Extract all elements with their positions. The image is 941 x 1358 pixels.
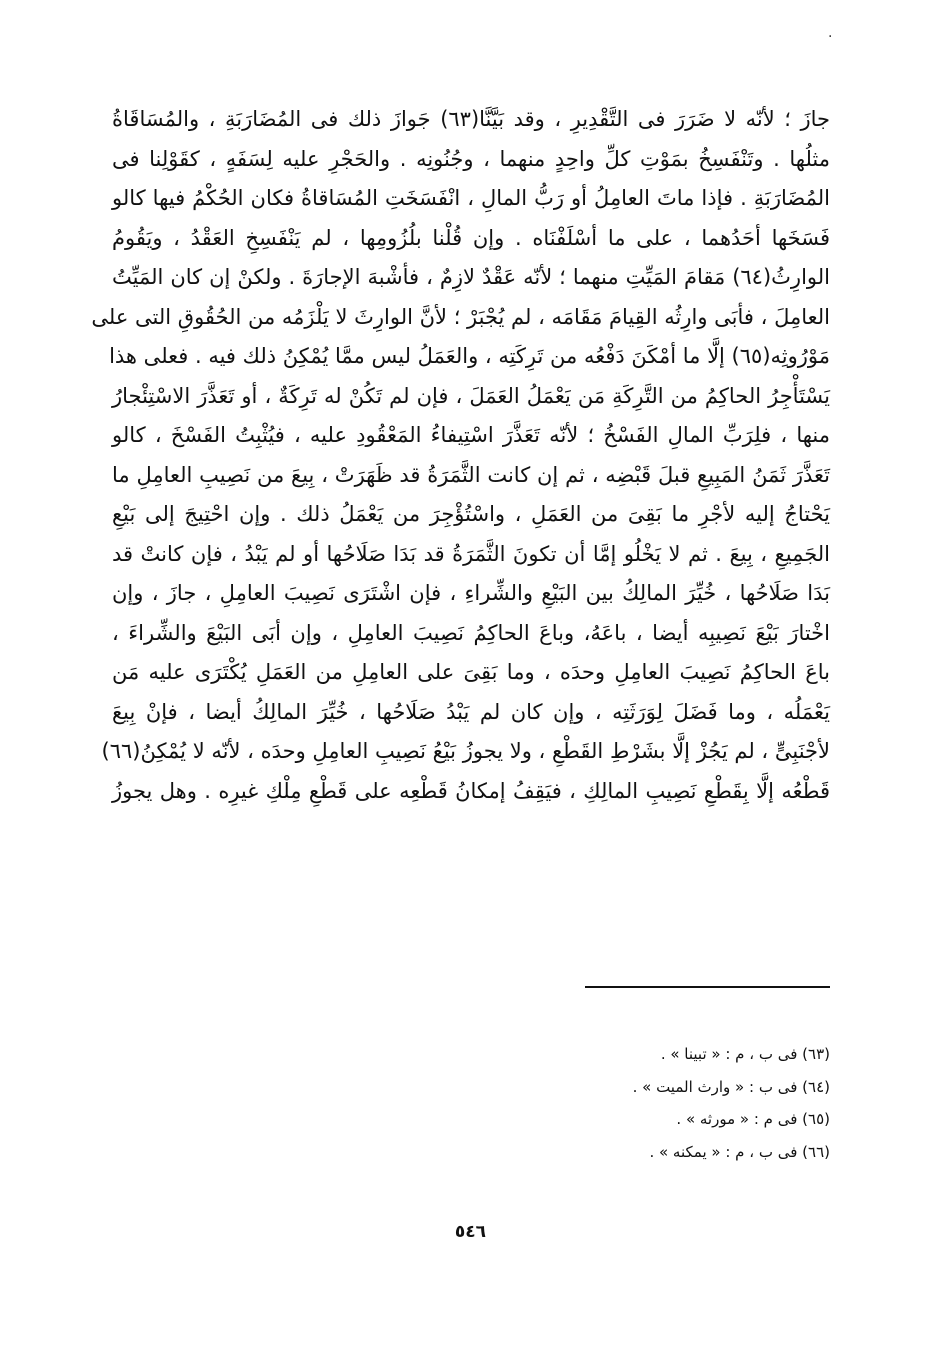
main-text-block: [91, 100, 830, 811]
page-number: ٥٤٦: [454, 1222, 487, 1242]
footnote: (٦٥) فى م : « مورثه » .: [676, 1110, 830, 1128]
footnote: (٦٤) فى ب : « وارث الميت » .: [632, 1077, 830, 1096]
footnote: (٦٣) فى ب ، م : « تبينا » .: [660, 1045, 830, 1063]
text-line: قَطْعُه إلَّا بِقَطْعِ نَصِيبِ المالِكِ ، فيَقِفُ إمكانُ قَطْعِه على قَطْعِ مِلْكِ غيرِه . وهل يجوزُ: [112, 778, 830, 803]
footnote: (٦٦) فى ب ، م : « يمكنه » .: [649, 1142, 830, 1161]
text-line: لأجْنَبِىٍّ ، لم يَجُزْ إلَّا بشَرْطِ القَطْعِ ، ولا يجوزُ بَيْعُ نَصِيبِ العامِلِ وحدَه ، لأنّه لا يُمْكِنُ(٦٦): [101, 739, 830, 763]
text-line: باعَ الحاكِمُ نَصِيبَ العامِلِ وحدَه ، وما بَقِىَ على العامِلِ من العَمَلِ يُكْتَرَى عليه مَن: [112, 660, 830, 684]
text-line: جازَ ؛ لأنّه لا ضَرَرَ فى التَّقْدِيرِ ، وقد بَيَّنَّا(٦٣) جَوازَ ذلك فى المُضَارَبَةِ ، والمُسَاقَاةُ: [112, 107, 830, 131]
text-line: بَدَا صَلَاحُها ، خُيِّرَ المالِكُ بين البَيْعِ والشِّراءِ ، فإن اشْتَرَى نَصِيبَ العامِلِ ، جازَ ، وإن: [112, 581, 830, 605]
text-line: مثلُها . وتَنْفَسِخُ بمَوْتِ كلِّ واحِدٍ منهما ، وجُنُونِه . والحَجْرِ عليه لِسَفَهٍ ، كقَوْلِنا فى: [112, 146, 830, 171]
text-line: يَحْتاجُ إليه لأجْرِ ما بَقِىَ من العَمَلِ ، واسْتُؤْجِرَ من يَعْمَلُ ذلك . وإن احْتِيجَ إلى بَيْعِ: [112, 502, 830, 526]
text-line: الجَمِيعِ ، بِيعَ . ثم لا يَخْلُو إمَّا أن تكونَ الثَّمَرَةُ قد بَدَا صَلَاحُها أو لم يَبْدُ ، فإن كانتْ قد: [112, 541, 830, 566]
text-line: مَوْرُوثِه(٦٥) إلَّا ما أمْكَنَ دَفْعُه من تَرِكَتِه ، والعَمَلُ ليس ممَّا يُمْكِنُ ذلك فيه . فعلى هذا: [109, 344, 830, 368]
text-line: اخْتارَ بَيْعَ نَصِيبِه أيضا ، باعَهُ، وباعَ الحاكِمُ نَصِيبَ العامِلِ ، وإن أبَى البَيْعَ والشِّراءَ ،: [112, 620, 830, 645]
footnote-divider: [585, 986, 830, 988]
text-line: منها ، فلِرَبِّ المالِ الفَسْخُ ؛ لأنّه تَعَذَّرَ اسْتِيفاءُ المَعْقُودِ عليه ، فيُثْبِتُ الفَسْخَ ، كالو: [112, 423, 830, 447]
scan-speck: ·: [828, 29, 833, 45]
text-line: العامِلَ ، فأبَى وارِثُه القِيامَ مَقَامَه ، لم يُجْبَرْ ؛ لأنَّ الوارِثَ لا يَلْزَمُه من الحُقُوقِ التى على: [91, 304, 830, 329]
text-line: يَعْمَلُه ، وما فَضَلَ لِوَرَثَتِه ، وإن كان لم يَبْدُ صَلَاحُها ، خُيِّرَ المالِكُ أيضا ، فإنْ بِيعَ: [112, 699, 830, 724]
text-line: فَسَخَها أحَدُهما ، على ما أسْلَفْنَاه . وإن قُلْنا بلُزُومِها ، لم يَنْفَسِخِ العَقْدُ ، ويَقُومُ: [112, 225, 830, 250]
text-line: يَسْتَأْجِرُ الحاكِمُ من التَّرِكَةِ مَن يَعْمَلُ العَمَلَ ، فإن لم تَكُنْ له تَرِكَةٌ ، أو تَعَذَّرَ الاسْتِئْجارُ: [112, 383, 830, 408]
text-line: الوارِثُ(٦٤) مَقامَ المَيِّتِ منهما ؛ لأنّه عَقْدٌ لازِمٌ ، فأشْبهَ الإجارَةَ . ولكنْ إن كان المَيِّتُ: [112, 265, 830, 289]
footnotes: [330, 1038, 830, 1168]
text-line: المُضَارَبَةِ . فإذا ماتَ العامِلُ أو رَبُّ المالِ ، انْفَسَخَتِ المُسَاقاةُ فكان الحُكْمُ فيها كالو: [112, 186, 830, 210]
text-line: تَعَذَّرَ ثَمَنُ المَبِيعِ قبلَ قَبْضِه ، ثم إن كانت الثَّمَرَةُ قد ظَهَرَتْ ، بِيعَ من نَصِيبِ العامِلِ ما: [112, 462, 830, 487]
